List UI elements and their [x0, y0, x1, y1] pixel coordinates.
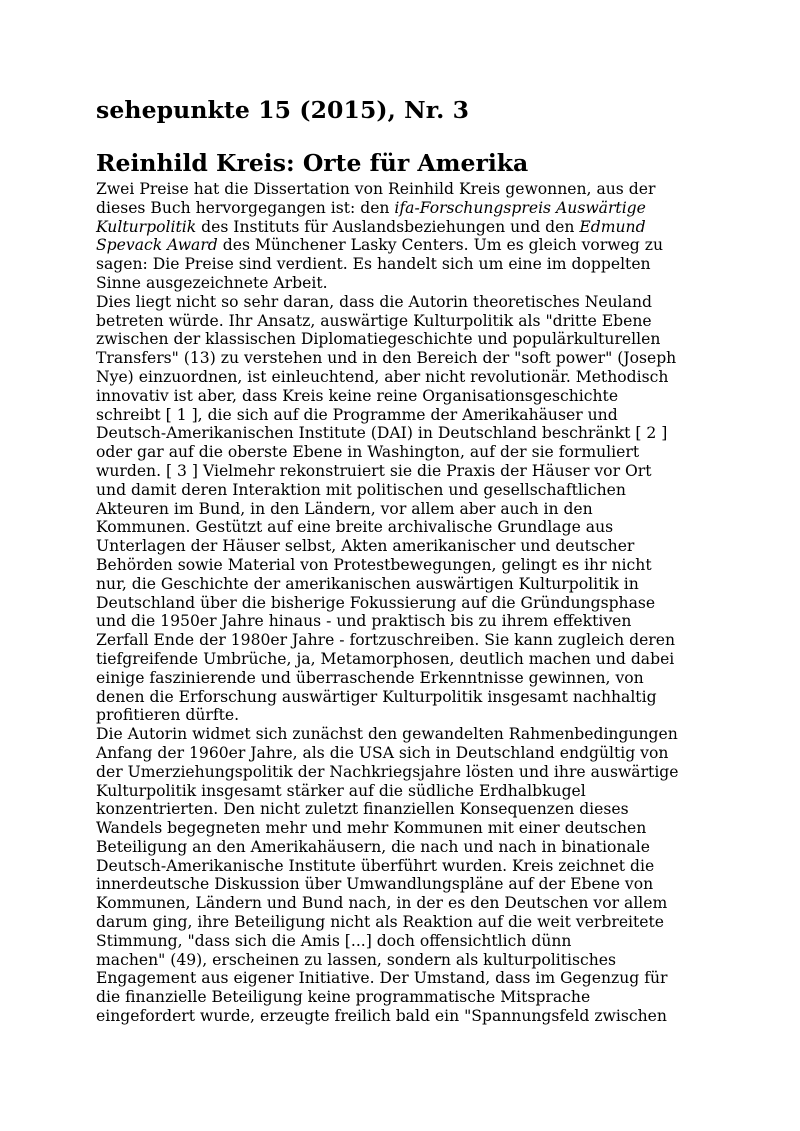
p2-line-7: schreibt [ 1 ], die sich auf die Programme der Amerikahäuser und [96, 405, 618, 424]
p2-line-20: tiefgreifende Umbrüche, ja, Metamorphosen, deutlich machen und dabei [96, 649, 675, 668]
journal-citation: sehepunkte 15 (2015), Nr. 3 [96, 96, 470, 124]
p3-line-12: Stimmung, "dass sich die Amis [...] doch offensichtlich dünn [96, 931, 572, 950]
p2-line-13: Kommunen. Gestützt auf eine breite archivalische Grundlage aus [96, 518, 614, 537]
paragraph-3 [96, 725, 706, 1026]
review-title: Reinhild Kreis: Orte für Amerika [96, 149, 529, 177]
p3-line-4: Kulturpolitik insgesamt stärker auf die südliche Erdhalbkugel [96, 781, 586, 800]
paragraph-2 [96, 293, 706, 725]
p2-line-1: Dies liegt nicht so sehr daran, dass die Autorin theoretisches Neuland [96, 292, 652, 311]
p2-line-19: Zerfall Ende der 1980er Jahre - fortzuschreiben. Sie kann zugleich deren [96, 631, 676, 650]
p3-line-7: Beteiligung an den Amerikahäusern, die nach und nach in binationale [96, 837, 650, 856]
review-body [96, 180, 706, 1026]
p3-line-13: machen" (49), erscheinen zu lassen, sondern als kulturpolitisches [96, 950, 617, 969]
p2-line-6: innovativ ist aber, dass Kreis keine reine Organisationsgeschichte [96, 386, 619, 405]
p2-line-4: Transfers" (13) zu verstehen und in den Bereich der "soft power" (Joseph [96, 349, 677, 368]
p2-line-16: nur, die Geschichte der amerikanischen auswärtigen Kulturpolitik in [96, 574, 639, 593]
p2-line-17: Deutschland über die bisherige Fokussierung auf die Gründungsphase [96, 593, 656, 612]
p2-line-22: denen die Erforschung auswärtiger Kulturpolitik insgesamt nachhaltig [96, 687, 657, 706]
p2-line-21: einige faszinierende und überraschende Erkenntnisse gewinnen, von [96, 668, 644, 687]
edmund-award-name: Edmund [579, 217, 646, 236]
p3-line-10: Kommunen, Ländern und Bund nach, in der es den Deutschen vor allem [96, 894, 668, 913]
p1-line-3-text: des Instituts für Auslandsbeziehungen und den [196, 217, 580, 236]
p2-line-9: oder gar auf die oberste Ebene in Washington, auf der sie formuliert [96, 443, 640, 462]
p3-line-3: der Umerziehungspolitik der Nachkriegsjahre lösten und ihre auswärtige [96, 762, 679, 781]
p3-line-9: innerdeutsche Diskussion über Umwandlungspläne auf der Ebene von [96, 875, 654, 894]
p2-line-3: zwischen der klassischen Diplomatiegeschichte und populärkulturellen [96, 330, 661, 349]
p3-line-11: darum ging, ihre Beteiligung nicht als Reaktion auf die weit verbreitete [96, 913, 665, 932]
p2-line-5: Nye) einzuordnen, ist einleuchtend, aber nicht revolutionär. Methodisch [96, 367, 669, 386]
p2-line-15: Behörden sowie Material von Protestbewegungen, gelingt es ihr nicht [96, 555, 652, 574]
paragraph-1 [96, 180, 706, 293]
p1-line-6: Sinne ausgezeichnete Arbeit. [96, 273, 328, 292]
p2-line-10: wurden. [ 3 ] Vielmehr rekonstruiert sie die Praxis der Häuser vor Ort [96, 461, 652, 480]
p2-line-18: und die 1950er Jahre hinaus - und praktisch bis zu ihrem effektiven [96, 612, 632, 631]
p3-line-6: Wandels begegneten mehr und mehr Kommunen mit einer deutschen [96, 819, 647, 838]
p3-line-8: Deutsch-Amerikanische Institute überführt wurden. Kreis zeichnet die [96, 856, 655, 875]
p2-line-11: und damit deren Interaktion mit politischen und gesellschaftlichen [96, 480, 626, 499]
p3-line-1: Die Autorin widmet sich zunächst den gewandelten Rahmenbedingungen [96, 725, 678, 744]
p3-line-2: Anfang der 1960er Jahre, als die USA sich in Deutschland endgültig von [96, 743, 669, 762]
p3-line-14: Engagement aus eigener Initiative. Der Umstand, dass im Gegenzug für [96, 969, 668, 988]
p1-line-2 [96, 199, 646, 217]
p3-line-15: die finanzielle Beteiligung keine programmatische Mitsprache [96, 988, 591, 1007]
p1-line-2-text: dieses Buch hervorgegangen ist: den [96, 198, 395, 217]
p1-line-4 [96, 236, 663, 254]
p1-line-5: sagen: Die Preise sind verdient. Es handelt sich um eine im doppelten [96, 255, 651, 274]
p1-line-1: Zwei Preise hat die Dissertation von Reinhild Kreis gewonnen, aus der [96, 180, 656, 198]
ifa-prize-name-cont: Kulturpolitik [96, 217, 197, 236]
ifa-prize-name: ifa-Forschungspreis Auswärtige [394, 198, 646, 217]
p1-line-3 [96, 218, 646, 236]
p2-line-8: Deutsch-Amerikanischen Institute (DAI) in Deutschland beschränkt [ 2 ] [96, 424, 668, 443]
p2-line-12: Akteuren im Bund, in den Ländern, vor allem aber auch in den [96, 499, 593, 518]
p1-line-4-text: des Münchener Lasky Centers. Um es gleich vorweg zu [217, 236, 664, 255]
edmund-award-name-cont: Spevack Award [96, 236, 218, 255]
p2-line-14: Unterlagen der Häuser selbst, Akten amerikanischer und deutscher [96, 537, 635, 556]
p3-line-16: eingefordert wurde, erzeugte freilich bald ein "Spannungsfeld zwischen [96, 1007, 667, 1026]
p2-line-2: betreten würde. Ihr Ansatz, auswärtige Kulturpolitik als "dritte Ebene [96, 311, 652, 330]
p3-line-5: konzentrierten. Den nicht zuletzt finanziellen Konsequenzen dieses [96, 800, 629, 819]
p2-line-23: profitieren dürfte. [96, 706, 240, 725]
